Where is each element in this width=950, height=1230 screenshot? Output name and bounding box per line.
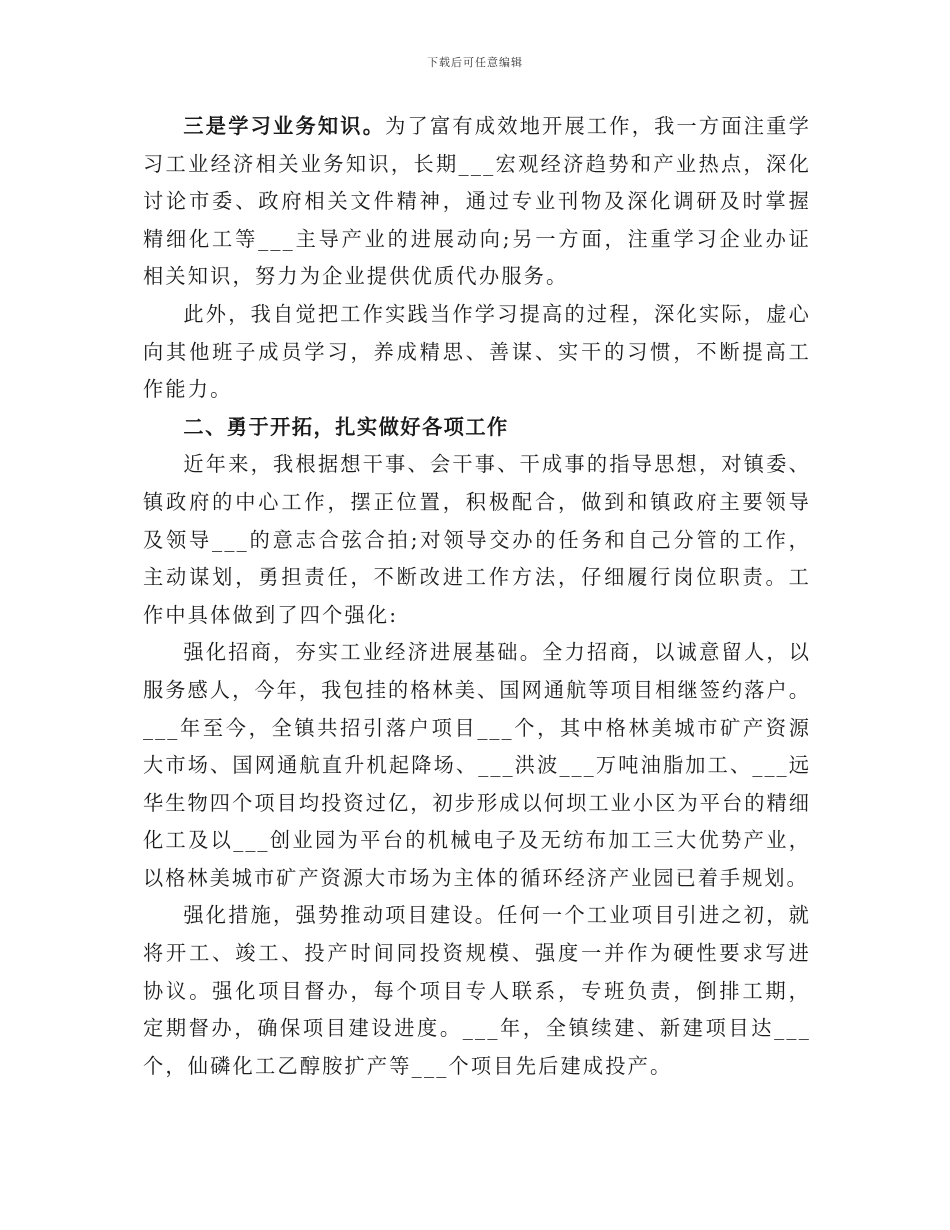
paragraph-study-business xyxy=(143,108,811,296)
section-heading: 二、勇于开拓，扎实做好各项工作 xyxy=(183,414,509,439)
page-header: 下载后可任意编辑 xyxy=(427,56,523,69)
paragraph-recent-years: 近年来，我根据想干事、会干事、干成事的指导思想，对镇委、镇政府的中心工作，摆正位置，积极配合，做到和镇政府主要领导及领导___的意志合弦合拍;对领导交办的任务和自己分管的工作，主动谋划，勇担责任，不断改进工作方法，仔细履行岗位职责。工作中具体做到了四个强化: xyxy=(143,452,811,627)
paragraph-investment: 强化招商，夯实工业经济进展基础。全力招商，以诚意留人，以服务感人，今年，我包挂的格林美、国网通航等项目相继签约落户。___年至今，全镇共招引落户项目___个，其中格林美城市矿产资源大市场、国网通航直升机起降场、___洪波___万吨油脂加工、___远华生物四个项目均投资过亿，初步形成以何坝工业小区为平台的精细化工及以___创业园为平台的机械电子及无纺布加工三大优势产业，以格林美城市矿产资源大市场为主体的循环经济产业园已着手规划。 xyxy=(143,640,811,890)
paragraph-lead-bold: 三是学习业务知识。 xyxy=(183,114,386,138)
document-body xyxy=(143,108,811,1085)
paragraph-project-construction: 强化措施，强势推动项目建设。任何一个工业项目引进之初，就将开工、竣工、投产时间同投资规模、强度一并作为硬性要求写进协议。强化项目督办，每个项目专人联系，专班负责，倒排工期，定期督办，确保项目建设进度。___年，全镇续建、新建项目达___个，仙磷化工乙醇胺扩产等___个项目先后建成投产。 xyxy=(143,903,811,1078)
paragraph-practice: 此外，我自觉把工作实践当作学习提高的过程，深化实际，虚心向其他班子成员学习，养成精思、善谋、实干的习惯，不断提高工作能力。 xyxy=(143,301,811,402)
paragraph-body: 为了富有成效地开展工作，我一方面注重学习工业经济相关业务知识，长期___宏观经济趋势和产业热点，深化讨论市委、政府相关文件精神，通过专业刊物及深化调研及时掌握精细化工等___主导产业的进展动向;另一方面，注重学习企业办证相关知识，努力为企业提供优质代办服务。 xyxy=(143,114,811,289)
